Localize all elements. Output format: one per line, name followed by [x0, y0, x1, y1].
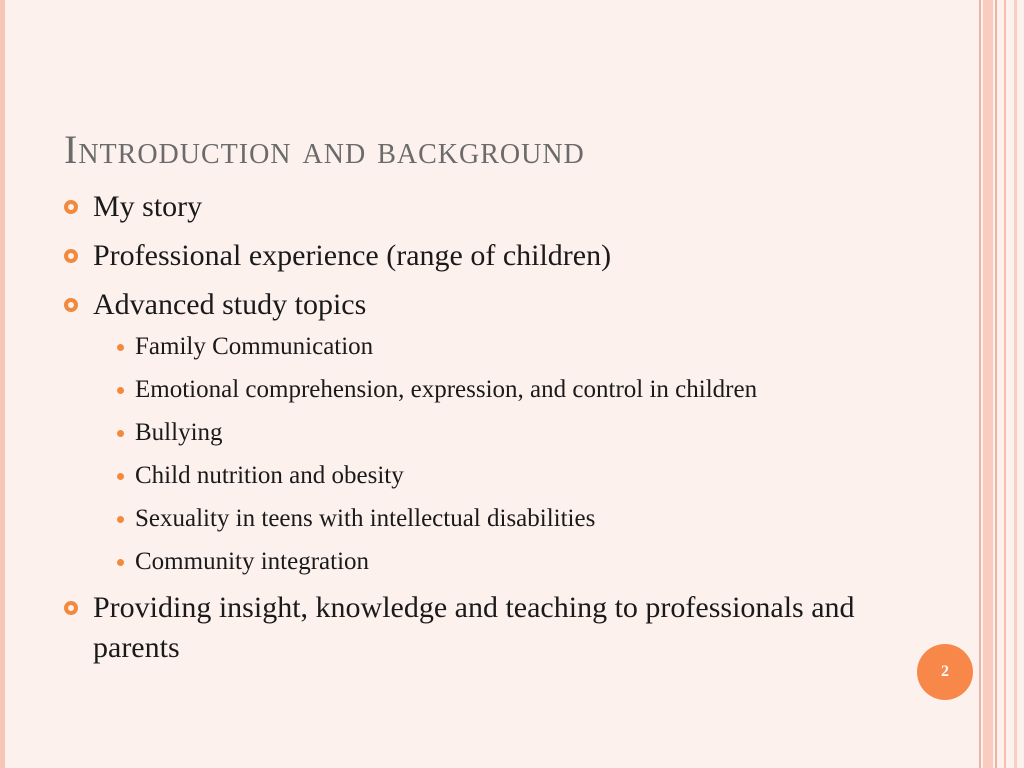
- bullet-item: [62, 187, 922, 227]
- sub-bullet-item: [103, 544, 922, 579]
- sub-bullet-text: Bullying: [135, 419, 223, 446]
- right-border-line: [979, 0, 981, 768]
- sub-bullet-item: [103, 372, 922, 407]
- sub-bullet-text: Family Communication: [135, 333, 374, 360]
- sub-bullet-item: [103, 329, 922, 364]
- slide-title: Introduction and background: [64, 127, 585, 172]
- bullet-item: [62, 285, 922, 579]
- bullet-text: Advanced study topics: [93, 288, 367, 321]
- bullet-text: Providing insight, knowledge and teaching to professionals and parents: [93, 591, 855, 664]
- ring-bullet-icon: [64, 249, 78, 263]
- ring-bullet-icon: [64, 200, 78, 214]
- sub-bullet-item: [103, 501, 922, 536]
- page-number-badge: 2: [917, 644, 973, 700]
- bullet-text: My story: [93, 190, 203, 223]
- bullet-list: [62, 187, 922, 677]
- dot-bullet-icon: [117, 473, 124, 480]
- ring-bullet-icon: [64, 601, 78, 615]
- right-border-line: [1004, 0, 1006, 768]
- dot-bullet-icon: [117, 559, 124, 566]
- ring-bullet-icon: [64, 298, 78, 312]
- bullet-text: Professional experience (range of children): [93, 239, 612, 272]
- dot-bullet-icon: [117, 516, 124, 523]
- dot-bullet-icon: [117, 387, 124, 394]
- dot-bullet-icon: [117, 344, 124, 351]
- bullet-item: [62, 588, 922, 668]
- left-border-stripe: [0, 0, 5, 768]
- sub-bullet-text: Community integration: [135, 548, 370, 575]
- sub-bullet-text: Emotional comprehension, expression, and control in children: [135, 376, 758, 403]
- right-border-line: [1014, 0, 1017, 768]
- sub-bullet-text: Child nutrition and obesity: [135, 462, 404, 489]
- sub-bullet-item: [103, 458, 922, 493]
- right-border-band: [983, 0, 993, 768]
- sub-bullet-list: [103, 329, 922, 579]
- sub-bullet-item: [103, 415, 922, 450]
- dot-bullet-icon: [117, 430, 124, 437]
- bullet-item: [62, 236, 922, 276]
- right-border-line: [995, 0, 997, 768]
- sub-bullet-text: Sexuality in teens with intellectual disabilities: [135, 505, 596, 532]
